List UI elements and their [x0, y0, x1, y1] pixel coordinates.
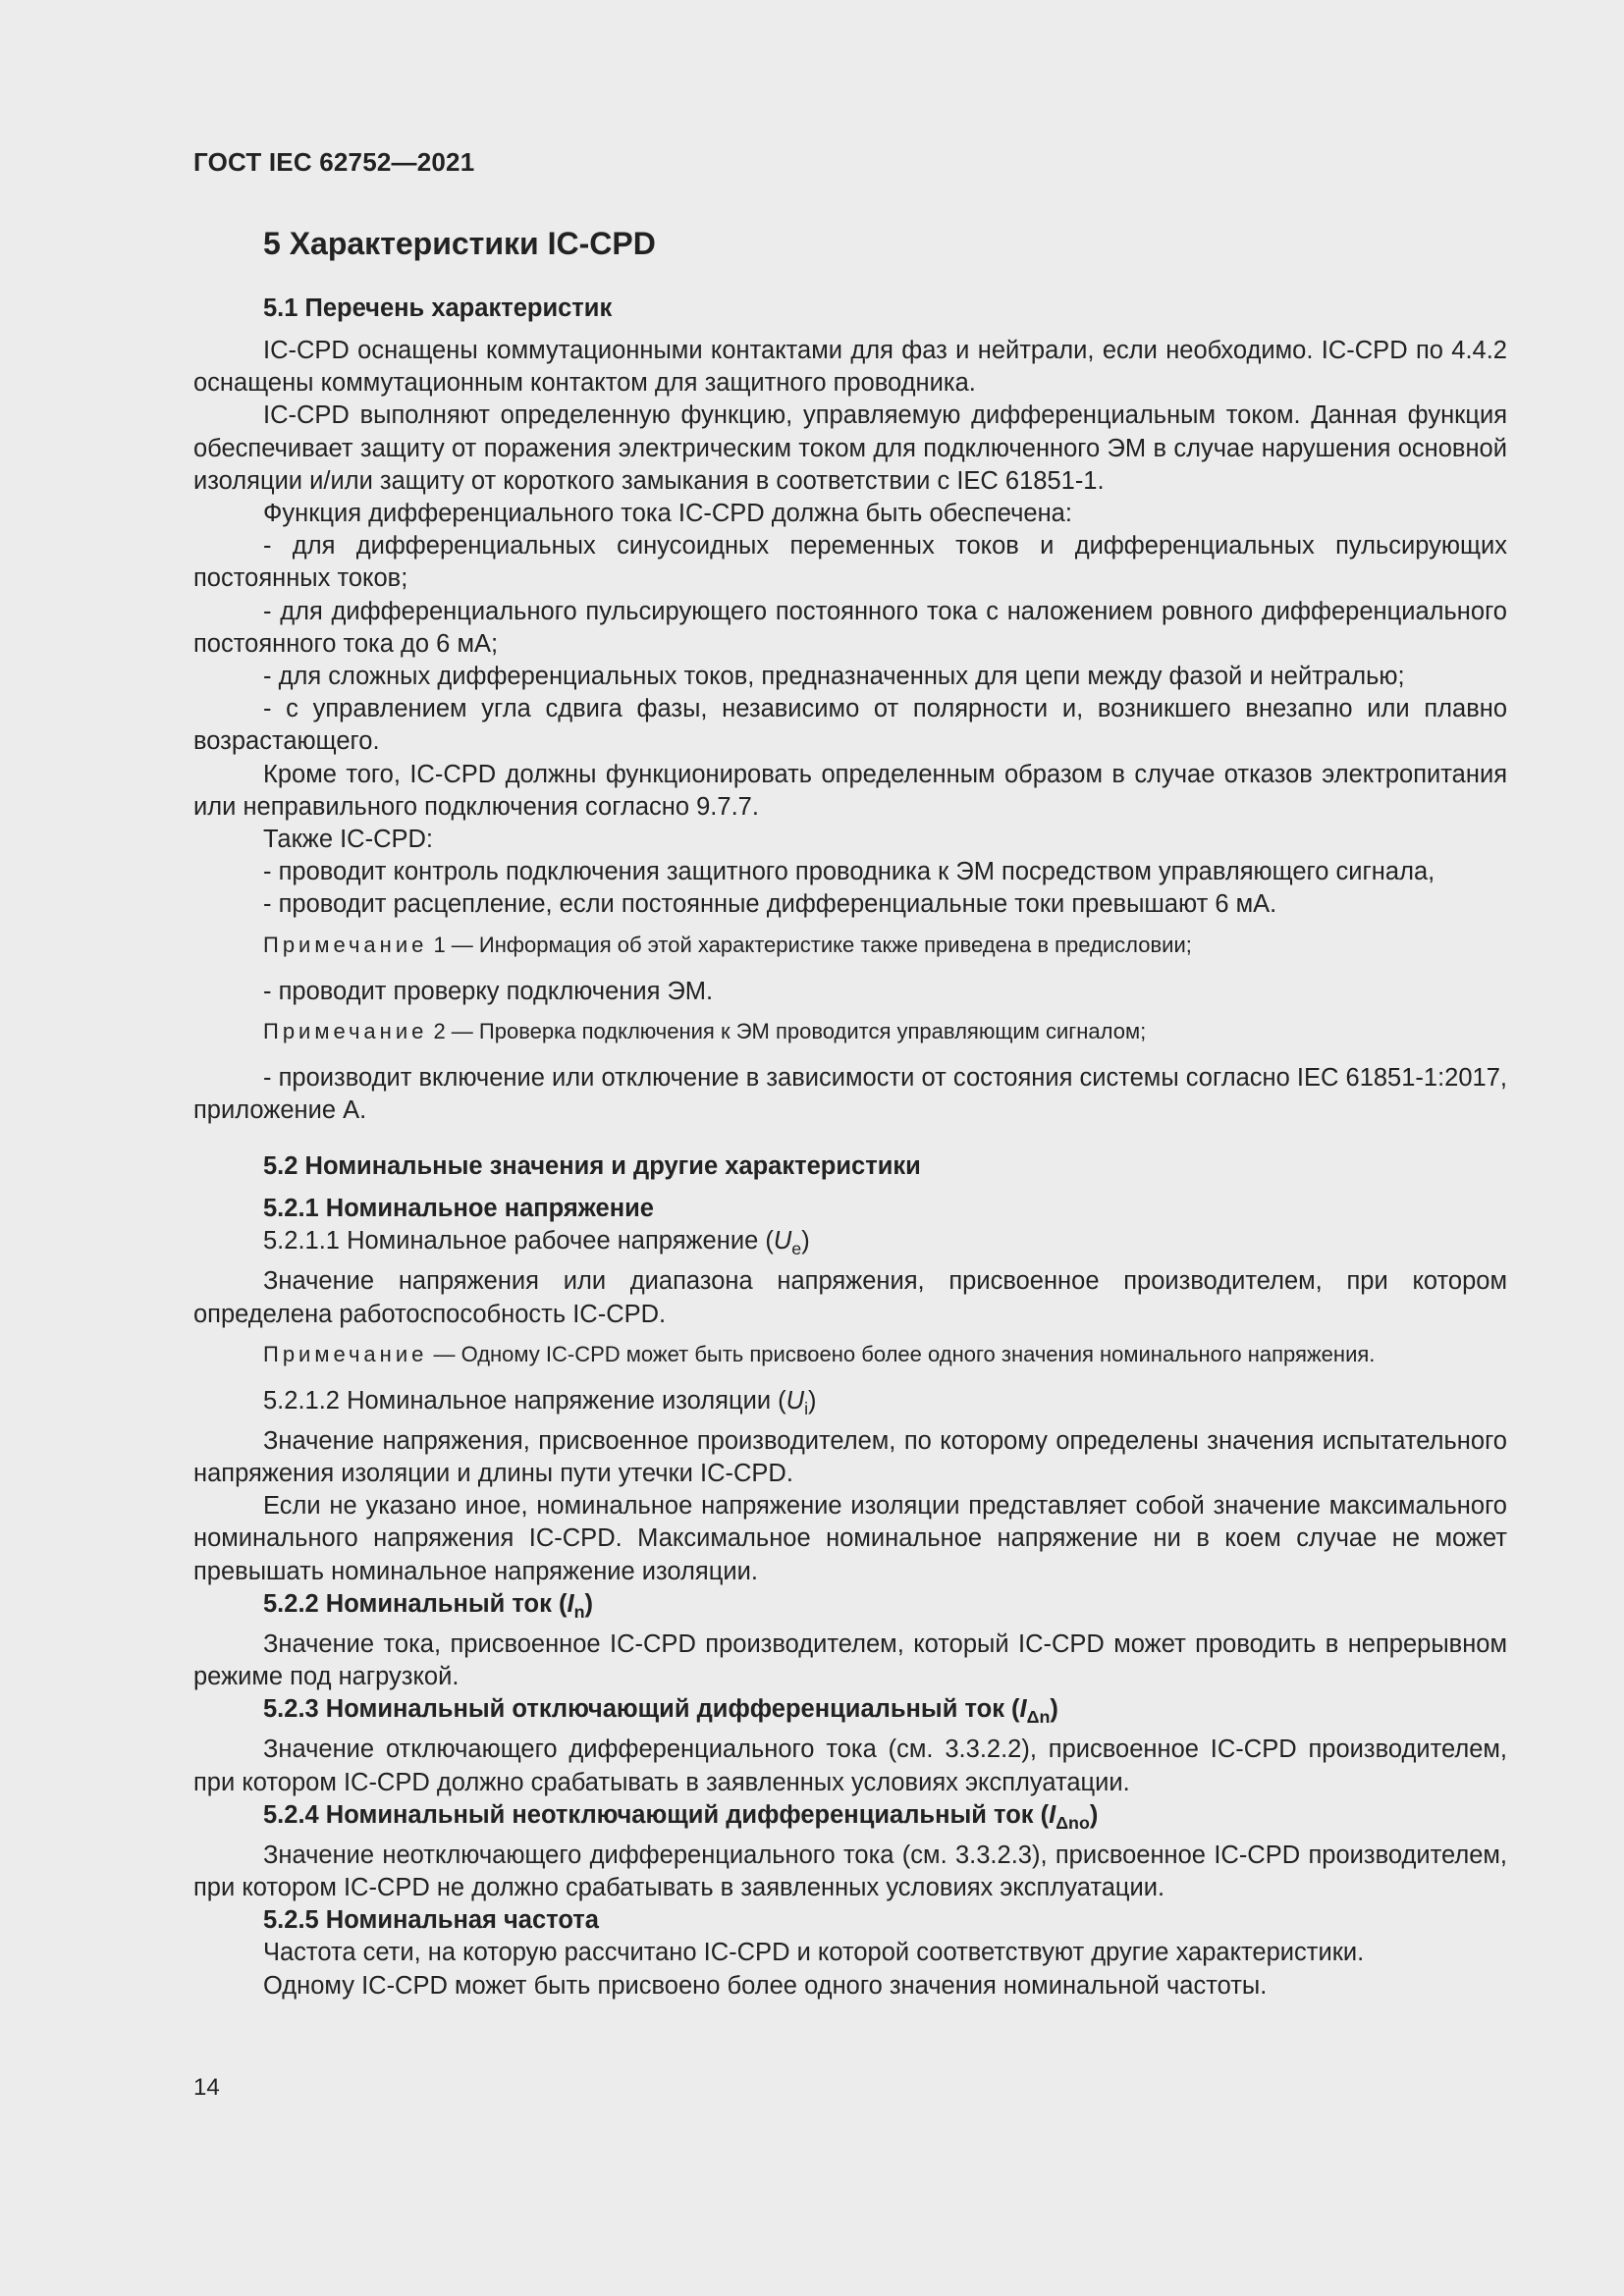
paragraph: Функция дифференциального тока IC-CPD должна быть обеспечена:: [263, 500, 1072, 528]
symbol-subscript: e: [791, 1239, 802, 1259]
section-5-2-1-1-title: [193, 1225, 1507, 1265]
list-item: - проводит контроль подключения защитного проводника к ЭМ посредством управляющего сигнала,: [263, 858, 1435, 886]
heading-text: ): [808, 1386, 817, 1415]
paragraph: Значение тока, присвоенное IC-CPD производителем, который IC-CPD может проводить в непрерывном режиме под нагрузкой.: [193, 1629, 1507, 1691]
page-number: 14: [193, 2074, 220, 2101]
list-item: - для сложных дифференциальных токов, предназначенных для цепи между фазой и нейтралью;: [263, 663, 1405, 691]
symbol-subscript: Δn: [1026, 1707, 1051, 1728]
heading-text: 5.2.2 Номинальный ток (: [263, 1589, 568, 1618]
list-item: - производит включение или отключение в зависимости от состояния системы согласно IEC 61851-1:2017, приложение А.: [193, 1063, 1507, 1125]
heading-text: 5.2.3 Номинальный отключающий дифференциальный ток (: [263, 1695, 1020, 1724]
note-label: Примечание: [263, 932, 428, 957]
heading-text: ): [1089, 1800, 1099, 1829]
section-5-2-3-title: [193, 1693, 1507, 1734]
note-1: [193, 931, 1507, 960]
note-label: Примечание: [263, 1018, 428, 1043]
paragraph: Значение напряжения или диапазона напряжения, присвоенное производителем, при котором определена работоспособность IC-CPD.: [193, 1267, 1507, 1328]
page-body: [193, 224, 1507, 2002]
list-item: - проводит проверку подключения ЭМ.: [263, 977, 714, 1005]
paragraph: Значение неотключающего дифференциального тока (см. 3.3.2.3), присвоенное IC-CPD производителем, при котором IC-CPD не должно срабатывать в заявленных условиях эксплуатации.: [193, 1841, 1507, 1902]
note-3: [193, 1340, 1507, 1369]
heading-text: ): [584, 1589, 593, 1618]
heading-text: ): [801, 1227, 810, 1255]
list-item: - с управлением угла сдвига фазы, независимо от полярности и, возникшего внезапно или плавно возрастающего.: [193, 695, 1507, 756]
symbol-subscript: i: [804, 1398, 809, 1418]
paragraph: Также IC-CPD:: [263, 826, 434, 854]
heading-text: 5.2.4 Номинальный неотключающий дифференциальный ток (: [263, 1800, 1050, 1829]
note-2: [193, 1017, 1507, 1046]
section-5-2-2-title: [193, 1588, 1507, 1629]
paragraph: Одному IC-CPD может быть присвоено более одного значения номинальной частоты.: [263, 1971, 1268, 2000]
symbol-subscript: n: [573, 1601, 585, 1622]
list-item: - для дифференциальных синусоидных переменных токов и дифференциальных пульсирующих постоянных токов;: [193, 532, 1507, 593]
symbol-U: U: [773, 1227, 792, 1255]
section-5-2-5-title: 5.2.5 Номинальная частота: [263, 1906, 599, 1935]
heading-text: 5.2.1.1 Номинальное рабочее напряжение (: [263, 1227, 774, 1255]
paragraph: IC-CPD выполняют определенную функцию, управляемую дифференциальным током. Данная функция обеспечивает защиту от поражения электрическим током для подключенного ЭМ в случае нарушения основной изоляции и/или защиту от короткого замыкания в соответствии с IEC 61851-1.: [193, 401, 1507, 495]
paragraph: IC-CPD оснащены коммутационными контактами для фаз и нейтрали, если необходимо. IC-CPD по 4.4.2 оснащены коммутационным контактом для защитного проводника.: [193, 337, 1507, 398]
symbol-I: I: [567, 1589, 574, 1618]
section-5-1-title: 5.1 Перечень характеристик: [263, 294, 613, 322]
list-item: - проводит расцепление, если постоянные дифференциальные токи превышают 6 мА.: [263, 890, 1277, 919]
heading-text: ): [1050, 1695, 1058, 1724]
paragraph: Частота сети, на которую рассчитано IC-CPD и которой соответствуют другие характеристики.: [263, 1939, 1365, 1967]
section-5-title: 5 Характеристики IC-CPD: [263, 226, 656, 261]
section-5-2-4-title: [193, 1799, 1507, 1840]
paragraph: Значение напряжения, присвоенное производителем, по которому определены значения испытательного напряжения изоляции и длины пути утечки IC-CPD.: [193, 1426, 1507, 1488]
note-text: 2 — Проверка подключения к ЭМ проводится управляющим сигналом;: [427, 1018, 1147, 1043]
heading-text: 5.2.1.2 Номинальное напряжение изоляции (: [263, 1386, 786, 1415]
paragraph: Если не указано иное, номинальное напряжение изоляции представляет собой значение максимального номинального напряжения IC-CPD. Максимальное номинальное напряжение ни в коем случае не может превышать номинальное напряжение изоляции.: [193, 1492, 1507, 1585]
paragraph: Кроме того, IC-CPD должны функционировать определенным образом в случае отказов электропитания или неправильного подключения согласно 9.7.7.: [193, 760, 1507, 821]
note-text: — Одному IC-CPD может быть присвоено более одного значения номинального напряжения.: [427, 1341, 1376, 1366]
symbol-U: U: [785, 1386, 805, 1415]
section-5-2-1-2-title: [193, 1385, 1507, 1425]
symbol-I: I: [1049, 1800, 1056, 1829]
running-header: ГОСТ IEC 62752—2021: [193, 147, 475, 177]
section-5-2-title: 5.2 Номинальные значения и другие характеристики: [263, 1152, 921, 1181]
paragraph: Значение отключающего дифференциального тока (см. 3.3.2.2), присвоенное IC-CPD производителем, при котором IC-CPD должно срабатывать в заявленных условиях эксплуатации.: [193, 1735, 1507, 1796]
symbol-I: I: [1019, 1695, 1027, 1724]
section-5-2-1-title: 5.2.1 Номинальное напряжение: [263, 1195, 654, 1223]
symbol-subscript: Δno: [1056, 1812, 1090, 1833]
note-text: 1 — Информация об этой характеристике также приведена в предисловии;: [427, 932, 1192, 957]
list-item: - для дифференциального пульсирующего постоянного тока с наложением ровного дифференциального постоянного тока до 6 мА;: [193, 597, 1507, 658]
note-label: Примечание: [263, 1341, 428, 1366]
